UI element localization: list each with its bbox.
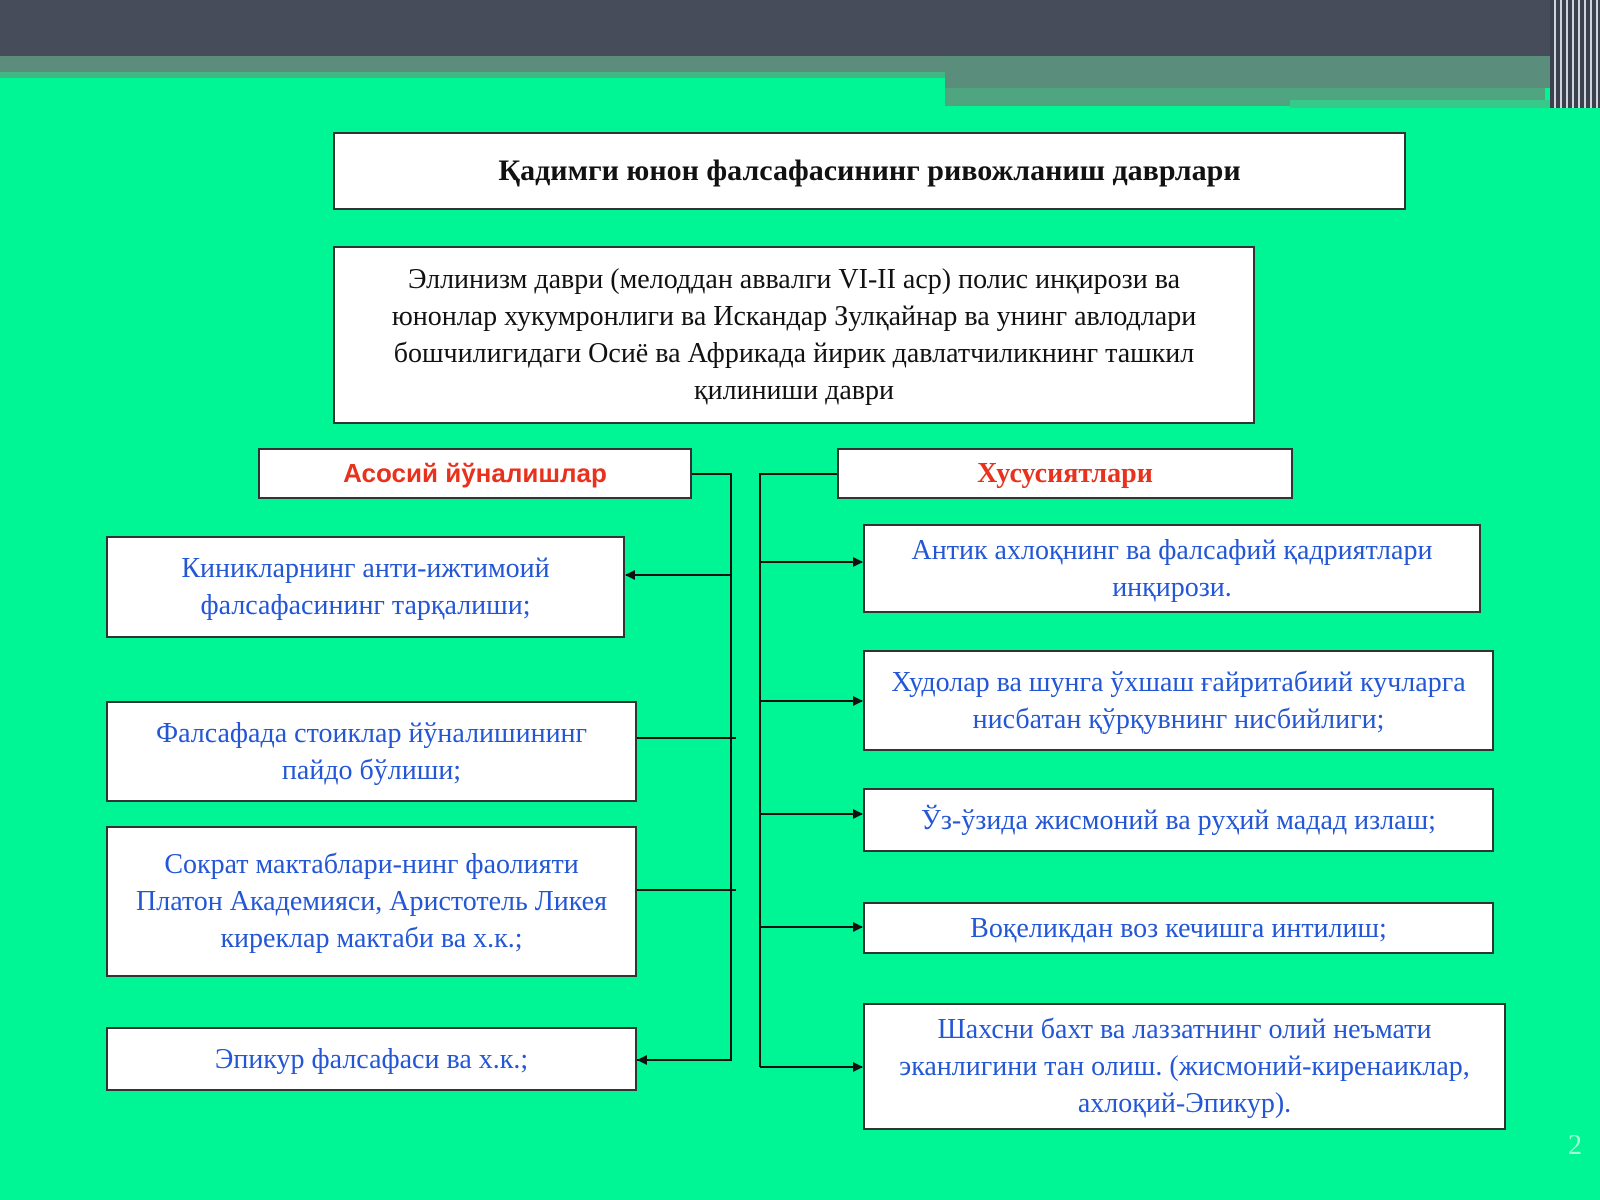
page-number: 2 [1568,1130,1582,1161]
left-item: Эпикур фалсафаси ва х.к.; [106,1027,637,1091]
intro-text: Эллинизм даври (мелоддан аввалги VI-II аср) полис инқирози ва юнонлар хукумронлиги ва Искандар Зулқайнар ва унинг авлодлари бошчилигидаги Осиё ва Африкада йирик давлатчиликнинг ташкил қилиниши даври [333,246,1255,424]
left-item: Киникларнинг анти-ижтимоий фалсафасининг тарқалиши; [106,536,625,638]
right-item: Худолар ва шунга ўхшаш ғайритабиий кучларга нисбатан қўрқувнинг нисбийлиги; [863,650,1494,751]
left-item: Сократ мактаблари-нинг фаолияти Платон Академияси, Аристотель Ликея киреклар мактаби ва х.к.; [106,826,637,977]
left-column-heading: Асосий йўналишлар [258,448,692,499]
right-item: Шахсни бахт ва лаззатнинг олий неъмати эканлигини тан олиш. (жисмоний-киренаиклар, ахлоқий-Эпикур). [863,1003,1506,1130]
diagram-title: Қадимги юнон фалсафасининг ривожланиш даврлари [333,132,1406,210]
left-item: Фалсафада стоиклар йўналишининг пайдо бўлиши; [106,701,637,802]
right-item: Ўз-ўзида жисмоний ва руҳий мадад излаш; [863,788,1494,852]
left-trunk-line [636,474,731,1060]
right-item: Воқеликдан воз кечишга интилиш; [863,902,1494,954]
right-column-heading: Хусусиятлари [837,448,1293,499]
right-item: Антик ахлоқнинг ва фалсафий қадриятлари инқирози. [863,524,1481,613]
